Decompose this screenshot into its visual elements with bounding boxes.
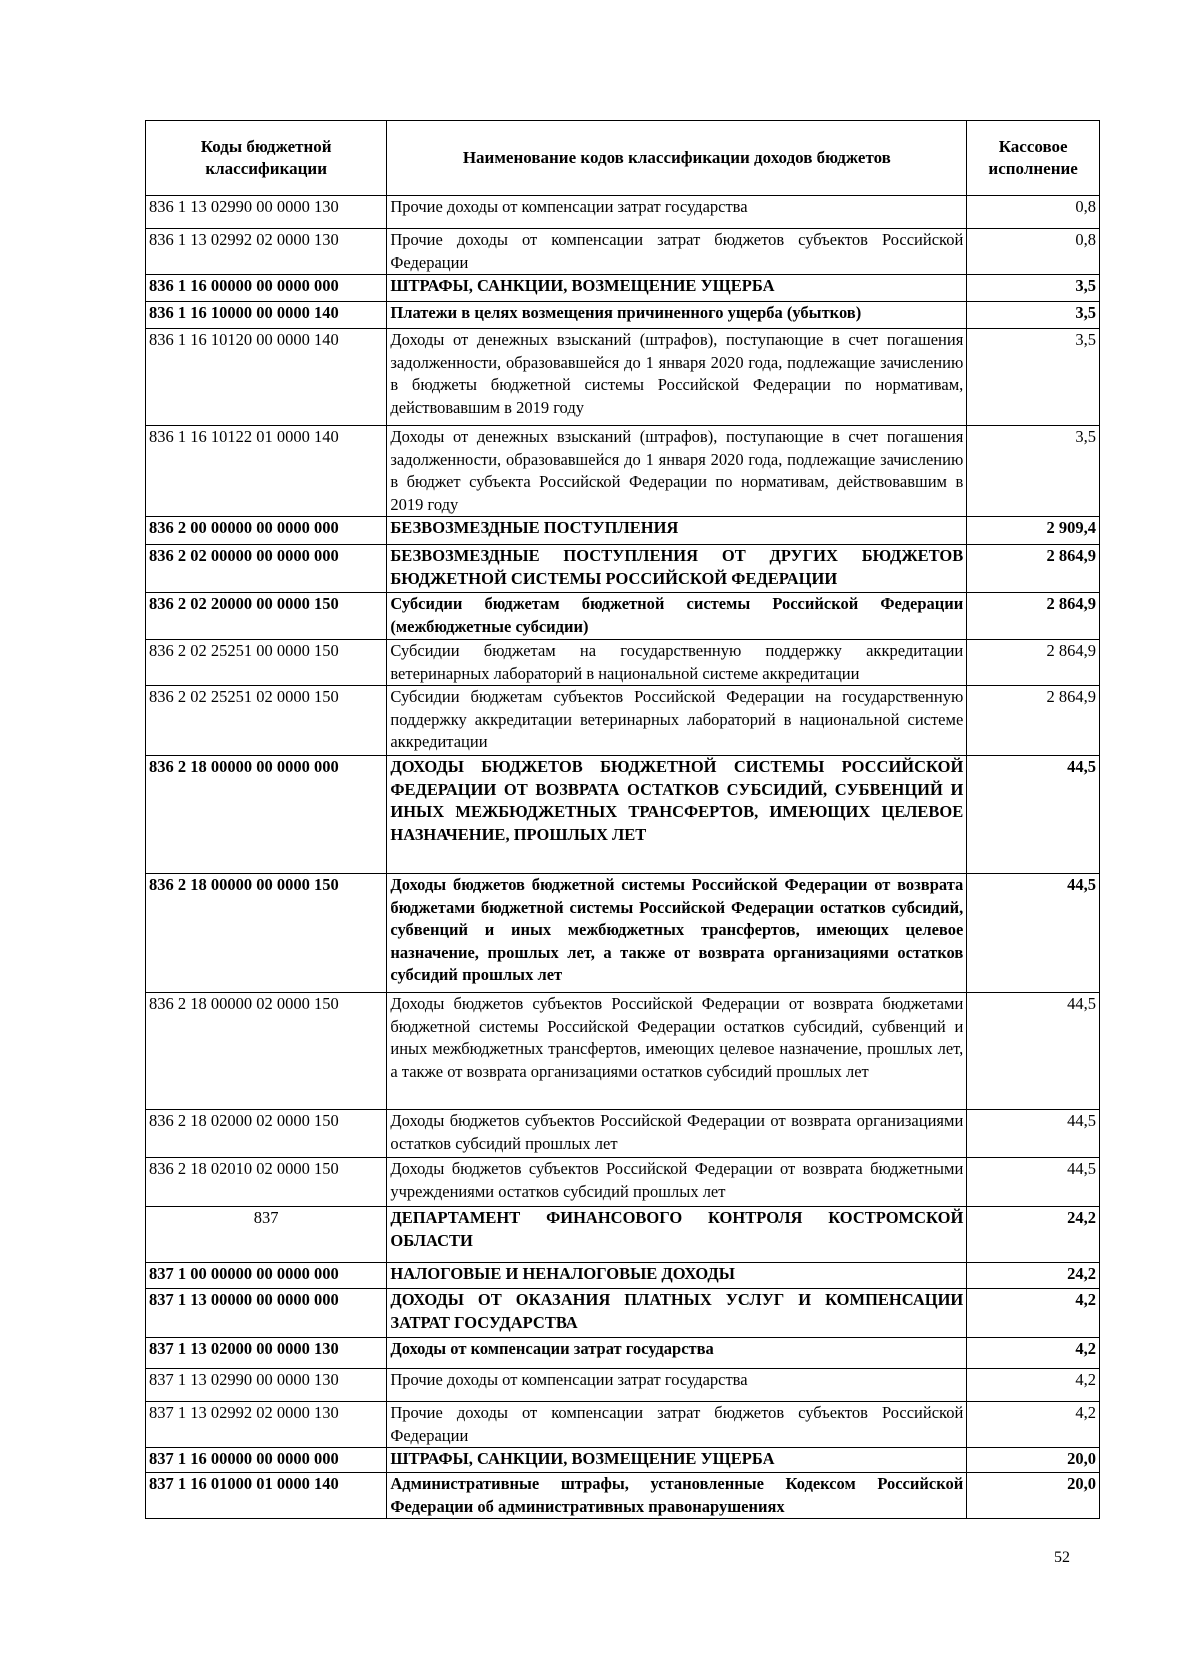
table-row — [146, 1289, 1100, 1338]
department-name: ДЕПАРТАМЕНТ ФИНАНСОВОГО КОНТРОЛЯ КОСТРОМСКОЙ ОБЛАСТИ — [387, 1207, 967, 1263]
row-code: 836 2 02 20000 00 0000 150 — [146, 593, 387, 640]
row-name: Доходы от денежных взысканий (штрафов), поступающие в счет погашения задолженности, образовавшейся до 1 января 2020 года, подлежащие зачислению в бюджет субъекта Российской Федерации по нормативам, действовавшим в 2019 году — [387, 426, 967, 517]
row-amount: 20,0 — [967, 1448, 1100, 1473]
header-name: Наименование кодов классификации доходов бюджетов — [387, 121, 967, 196]
row-code: 837 1 00 00000 00 0000 000 — [146, 1263, 387, 1289]
row-amount: 4,2 — [967, 1369, 1100, 1402]
row-code: 836 1 13 02990 00 0000 130 — [146, 196, 387, 229]
row-amount: 4,2 — [967, 1289, 1100, 1338]
row-name: ДОХОДЫ ОТ ОКАЗАНИЯ ПЛАТНЫХ УСЛУГ И КОМПЕНСАЦИИ ЗАТРАТ ГОСУДАРСТВА — [387, 1289, 967, 1338]
row-amount: 0,8 — [967, 196, 1100, 229]
row-name: ДОХОДЫ БЮДЖЕТОВ БЮДЖЕТНОЙ СИСТЕМЫ РОССИЙСКОЙ ФЕДЕРАЦИИ ОТ ВОЗВРАТА ОСТАТКОВ СУБСИДИЙ, СУБВЕНЦИЙ И ИНЫХ МЕЖБЮДЖЕТНЫХ ТРАНСФЕРТОВ, ИМЕЮЩИХ ЦЕЛЕВОЕ НАЗНАЧЕНИЕ, ПРОШЛЫХ ЛЕТ — [387, 756, 967, 874]
table-row — [146, 517, 1100, 545]
row-name: Платежи в целях возмещения причиненного ущерба (убытков) — [387, 302, 967, 329]
table-row — [146, 545, 1100, 593]
row-name: Субсидии бюджетам на государственную поддержку аккредитации ветеринарных лабораторий в национальной системе аккредитации — [387, 640, 967, 686]
row-amount: 24,2 — [967, 1263, 1100, 1289]
row-code: 836 2 02 25251 02 0000 150 — [146, 686, 387, 756]
row-code: 836 2 18 02000 02 0000 150 — [146, 1110, 387, 1158]
table-row — [146, 229, 1100, 275]
row-amount: 2 864,9 — [967, 686, 1100, 756]
row-code: 836 1 13 02992 02 0000 130 — [146, 229, 387, 275]
table-row — [146, 1473, 1100, 1519]
row-code: 837 1 13 02000 00 0000 130 — [146, 1338, 387, 1369]
row-code: 836 2 18 02010 02 0000 150 — [146, 1158, 387, 1207]
row-code: 837 1 16 00000 00 0000 000 — [146, 1448, 387, 1473]
row-name: Прочие доходы от компенсации затрат государства — [387, 196, 967, 229]
table-row — [146, 196, 1100, 229]
row-amount: 3,5 — [967, 275, 1100, 302]
table-row — [146, 1448, 1100, 1473]
row-amount: 0,8 — [967, 229, 1100, 275]
page-number: 52 — [1054, 1549, 1070, 1566]
row-code: 836 2 02 25251 00 0000 150 — [146, 640, 387, 686]
table-row — [146, 302, 1100, 329]
table-row — [146, 756, 1100, 874]
department-row — [146, 1207, 1100, 1263]
row-name: Доходы от денежных взысканий (штрафов), поступающие в счет погашения задолженности, образовавшейся до 1 января 2020 года, подлежащие зачислению в бюджеты бюджетной системы Российской Федерации по нормативам, действовавшим в 2019 году — [387, 329, 967, 426]
row-amount: 2 909,4 — [967, 517, 1100, 545]
row-name: Доходы от компенсации затрат государства — [387, 1338, 967, 1369]
row-name: Прочие доходы от компенсации затрат государства — [387, 1369, 967, 1402]
row-name: Доходы бюджетов субъектов Российской Федерации от возврата бюджетами бюджетной системы Российской Федерации остатков субсидий, субвенций и иных межбюджетных трансфертов, имеющих целевое назначение, прошлых лет, а также от возврата организациями остатков субсидий прошлых лет — [387, 993, 967, 1110]
row-name: Субсидии бюджетам субъектов Российской Федерации на государственную поддержку аккредитации ветеринарных лабораторий в национальной системе аккредитации — [387, 686, 967, 756]
row-amount: 2 864,9 — [967, 545, 1100, 593]
row-name: ШТРАФЫ, САНКЦИИ, ВОЗМЕЩЕНИЕ УЩЕРБА — [387, 275, 967, 302]
row-amount: 20,0 — [967, 1473, 1100, 1519]
row-name: Доходы бюджетов субъектов Российской Федерации от возврата бюджетными учреждениями остатков субсидий прошлых лет — [387, 1158, 967, 1207]
table-row — [146, 640, 1100, 686]
row-name: Доходы бюджетов бюджетной системы Российской Федерации от возврата бюджетами бюджетной системы Российской Федерации остатков субсидий, субвенций и иных межбюджетных трансфертов, имеющих целевое назначение, прошлых лет, а также от возврата организациями остатков субсидий прошлых лет — [387, 874, 967, 993]
row-amount: 4,2 — [967, 1402, 1100, 1448]
table-row — [146, 275, 1100, 302]
row-name: Субсидии бюджетам бюджетной системы Российской Федерации (межбюджетные субсидии) — [387, 593, 967, 640]
row-name: НАЛОГОВЫЕ И НЕНАЛОГОВЫЕ ДОХОДЫ — [387, 1263, 967, 1289]
row-name: Доходы бюджетов субъектов Российской Федерации от возврата организациями остатков субсидий прошлых лет — [387, 1110, 967, 1158]
row-code: 837 1 13 02990 00 0000 130 — [146, 1369, 387, 1402]
row-code: 836 1 16 10000 00 0000 140 — [146, 302, 387, 329]
table-row — [146, 426, 1100, 517]
row-code: 836 1 16 10120 00 0000 140 — [146, 329, 387, 426]
row-amount: 44,5 — [967, 1158, 1100, 1207]
row-code: 837 1 13 00000 00 0000 000 — [146, 1289, 387, 1338]
row-amount: 2 864,9 — [967, 593, 1100, 640]
budget-revenue-table — [145, 120, 1100, 1519]
row-amount: 2 864,9 — [967, 640, 1100, 686]
table-row — [146, 1338, 1100, 1369]
row-amount: 3,5 — [967, 426, 1100, 517]
row-name: БЕЗВОЗМЕЗДНЫЕ ПОСТУПЛЕНИЯ — [387, 517, 967, 545]
table-row — [146, 874, 1100, 993]
row-name: Административные штрафы, установленные Кодексом Российской Федерации об административных правонарушениях — [387, 1473, 967, 1519]
row-name: БЕЗВОЗМЕЗДНЫЕ ПОСТУПЛЕНИЯ ОТ ДРУГИХ БЮДЖЕТОВ БЮДЖЕТНОЙ СИСТЕМЫ РОССИЙСКОЙ ФЕДЕРАЦИИ — [387, 545, 967, 593]
row-code: 836 2 02 00000 00 0000 000 — [146, 545, 387, 593]
header-amount: Кассовое исполнение — [967, 121, 1100, 196]
row-amount: 44,5 — [967, 756, 1100, 874]
row-amount: 4,2 — [967, 1338, 1100, 1369]
table-row — [146, 1110, 1100, 1158]
row-code: 836 2 00 00000 00 0000 000 — [146, 517, 387, 545]
row-amount: 3,5 — [967, 329, 1100, 426]
table-row — [146, 329, 1100, 426]
header-codes: Коды бюджетной классификации — [146, 121, 387, 196]
table-row — [146, 1158, 1100, 1207]
row-code: 836 2 18 00000 00 0000 150 — [146, 874, 387, 993]
row-amount: 44,5 — [967, 1110, 1100, 1158]
row-amount: 3,5 — [967, 302, 1100, 329]
department-amount: 24,2 — [967, 1207, 1100, 1263]
table-row — [146, 686, 1100, 756]
row-code: 837 1 13 02992 02 0000 130 — [146, 1402, 387, 1448]
row-amount: 44,5 — [967, 993, 1100, 1110]
table-row — [146, 993, 1100, 1110]
department-code: 837 — [146, 1207, 387, 1263]
row-name: ШТРАФЫ, САНКЦИИ, ВОЗМЕЩЕНИЕ УЩЕРБА — [387, 1448, 967, 1473]
table-row — [146, 593, 1100, 640]
table-header-row — [146, 121, 1100, 196]
row-code: 836 2 18 00000 00 0000 000 — [146, 756, 387, 874]
row-code: 836 2 18 00000 02 0000 150 — [146, 993, 387, 1110]
table-row — [146, 1369, 1100, 1402]
table-row — [146, 1402, 1100, 1448]
row-name: Прочие доходы от компенсации затрат бюджетов субъектов Российской Федерации — [387, 229, 967, 275]
row-code: 837 1 16 01000 01 0000 140 — [146, 1473, 387, 1519]
row-amount: 44,5 — [967, 874, 1100, 993]
row-name: Прочие доходы от компенсации затрат бюджетов субъектов Российской Федерации — [387, 1402, 967, 1448]
table-row — [146, 1263, 1100, 1289]
row-code: 836 1 16 00000 00 0000 000 — [146, 275, 387, 302]
row-code: 836 1 16 10122 01 0000 140 — [146, 426, 387, 517]
